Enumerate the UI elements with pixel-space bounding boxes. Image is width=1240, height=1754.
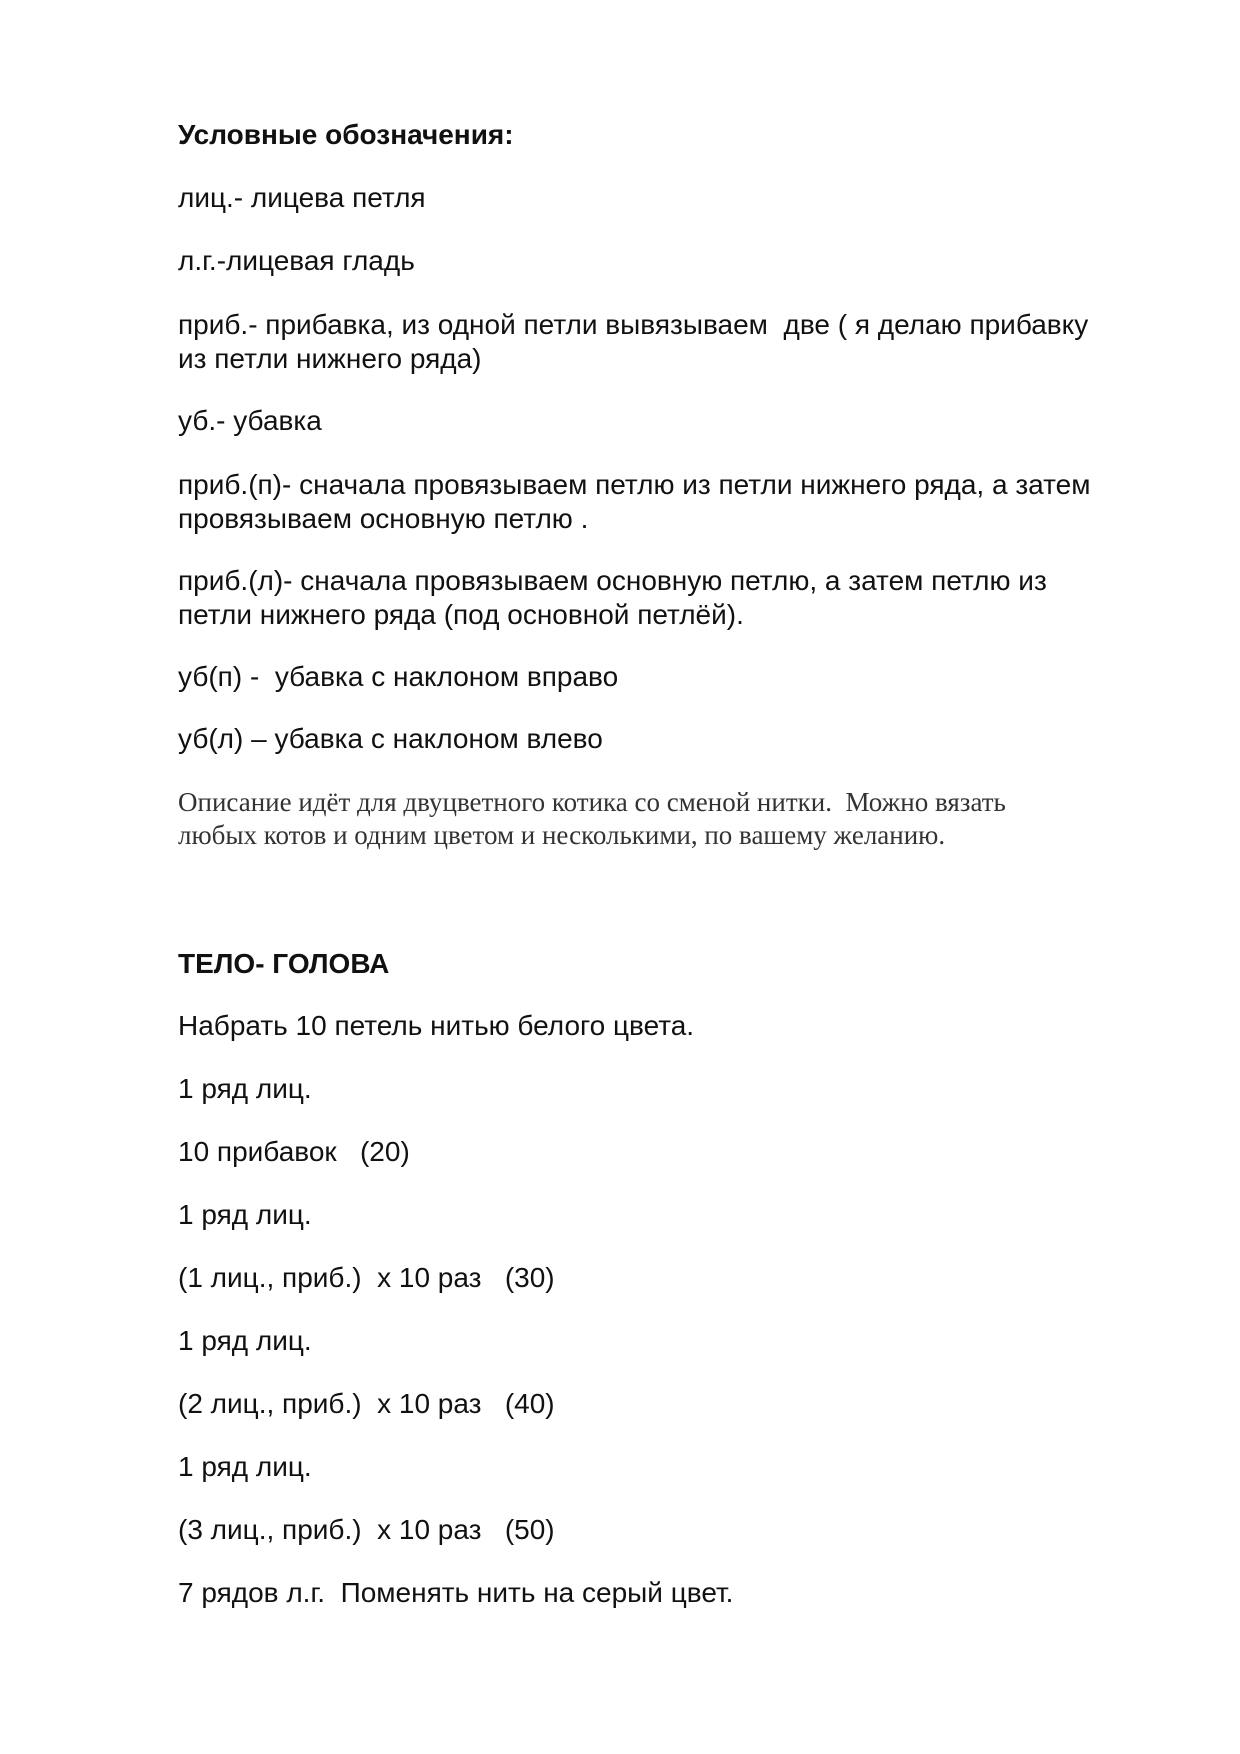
legend-item-prib-line1: приб.- прибавка, из одной петли вывязываем две ( я делаю прибавку [178, 309, 1089, 340]
row-9: 7 рядов л.г. Поменять нить на серый цвет. [178, 1577, 734, 1608]
legend-item-prib-l-line1: приб.(л)- сначала провязываем основную петлю, а затем петлю из [178, 565, 1047, 596]
row-7: 1 ряд лиц. [178, 1451, 312, 1482]
legend-note-line1: Описание идёт для двуцветного котика со сменой нитки. Можно вязать [178, 787, 1006, 817]
row-3: 1 ряд лиц. [178, 1199, 312, 1230]
row-1: 1 ряд лиц. [178, 1073, 312, 1104]
legend-item-prib-line2: из петли нижнего ряда) [178, 343, 482, 374]
row-5: 1 ряд лиц. [178, 1325, 312, 1356]
row-4: (1 лиц., приб.) х 10 раз (30) [178, 1262, 555, 1293]
legend-item-prib-p-line2: провязываем основную петлю . [178, 503, 589, 534]
row-8: (3 лиц., приб.) х 10 раз (50) [178, 1514, 555, 1545]
row-2: 10 прибавок (20) [178, 1136, 410, 1167]
legend-item-prib-l-line2: петли нижнего ряда (под основной петлёй). [178, 599, 744, 630]
legend-item-prib-p-line1: приб.(п)- сначала провязываем петлю из петли нижнего ряда, а затем [178, 469, 1091, 500]
row-6: (2 лиц., приб.) х 10 раз (40) [178, 1388, 555, 1419]
legend-item-ub-l: уб(л) – убавка с наклоном влево [178, 723, 603, 754]
legend-item-ub-p: уб(п) - убавка с наклоном вправо [178, 661, 619, 692]
legend-item-lg: л.г.-лицевая гладь [178, 245, 415, 276]
legend-item-ub: уб.- убавка [178, 405, 322, 436]
section-title: ТЕЛО- ГОЛОВА [178, 948, 390, 979]
legend-item-lic: лиц.- лицева петля [178, 182, 426, 213]
legend-title: Условные обозначения: [178, 119, 514, 150]
row-cast-on: Набрать 10 петель нитью белого цвета. [178, 1010, 695, 1041]
legend-note-line2: любых котов и одним цветом и несколькими, по вашему желанию. [178, 820, 946, 850]
